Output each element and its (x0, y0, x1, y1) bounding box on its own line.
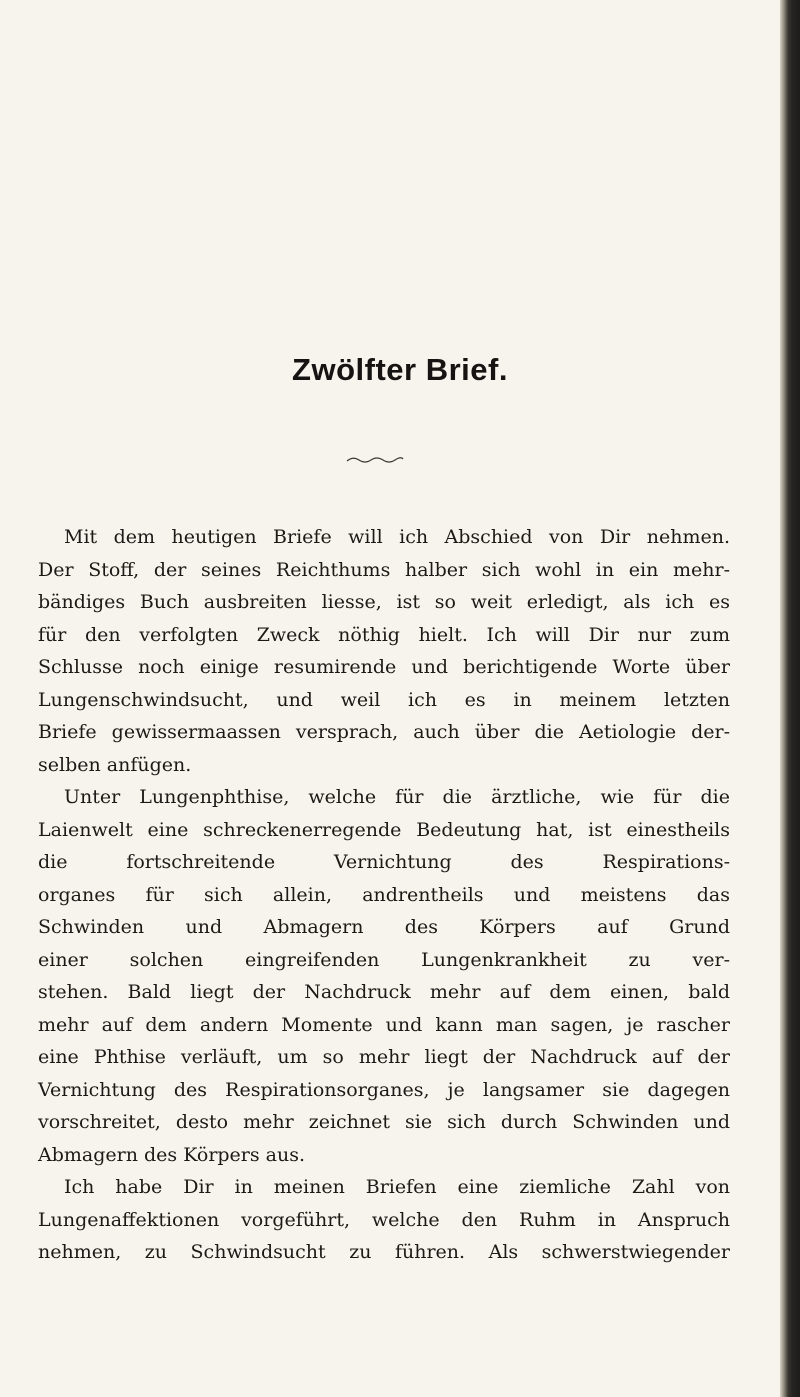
text-line: Lungenschwindsucht, und weil ich es in meinem letzten (38, 688, 730, 711)
text-line: bändiges Buch ausbreiten liesse, ist so weit erledigt, als ich es (38, 591, 730, 613)
text-line: Lungenaffektionen vorgeführt, welche den Ruhm in Anspruch (38, 1208, 730, 1231)
text-line: Mit dem heutigen Briefe will ich Abschied von Dir nehmen. (64, 526, 730, 548)
letter-body (38, 521, 730, 1269)
text-line: Ich habe Dir in meinen Briefen eine ziemliche Zahl von (64, 1176, 730, 1198)
text-line: selben anfügen. (38, 753, 192, 776)
text-line: Laienwelt eine schreckenerregende Bedeutung hat, ist einestheils (38, 818, 730, 841)
text-line: einer solchen eingreifenden Lungenkrankheit zu ver- (38, 948, 730, 971)
text-line: nehmen, zu Schwindsucht zu führen. Als schwerstwiegender (38, 1241, 730, 1263)
text-line: Schwinden und Abmagern des Körpers auf Grund (38, 916, 730, 938)
text-line: vorschreitet, desto mehr zeichnet sie sich durch Schwinden und (38, 1111, 730, 1133)
page-binding-edge (780, 0, 800, 1397)
text-line: Briefe gewissermaassen versprach, auch über die Aetiologie der- (38, 721, 730, 743)
text-line: organes für sich allein, andrentheils und meistens das (38, 883, 730, 906)
chapter-title: Zwölfter Brief. (292, 352, 508, 387)
text-line: die fortschreitende Vernichtung des Respirations- (38, 851, 730, 873)
text-line: Vernichtung des Respirationsorganes, je langsamer sie dagegen (38, 1078, 730, 1101)
text-line: stehen. Bald liegt der Nachdruck mehr auf dem einen, bald (38, 981, 730, 1003)
text-line: Schlusse noch einige resumirende und berichtigende Worte über (38, 656, 730, 678)
text-line: eine Phthise verläuft, um so mehr liegt der Nachdruck auf der (38, 1046, 730, 1068)
wave-ornament (345, 452, 405, 466)
text-line: mehr auf dem andern Momente und kann man sagen, je rascher (38, 1013, 730, 1036)
text-line: Abmagern des Körpers aus. (38, 1143, 306, 1166)
text-line: für den verfolgten Zweck nöthig hielt. Ich will Dir nur zum (38, 623, 730, 646)
text-line: Der Stoff, der seines Reichthums halber sich wohl in ein mehr- (38, 558, 730, 581)
text-line: Unter Lungenphthise, welche für die ärztliche, wie für die (64, 786, 730, 808)
